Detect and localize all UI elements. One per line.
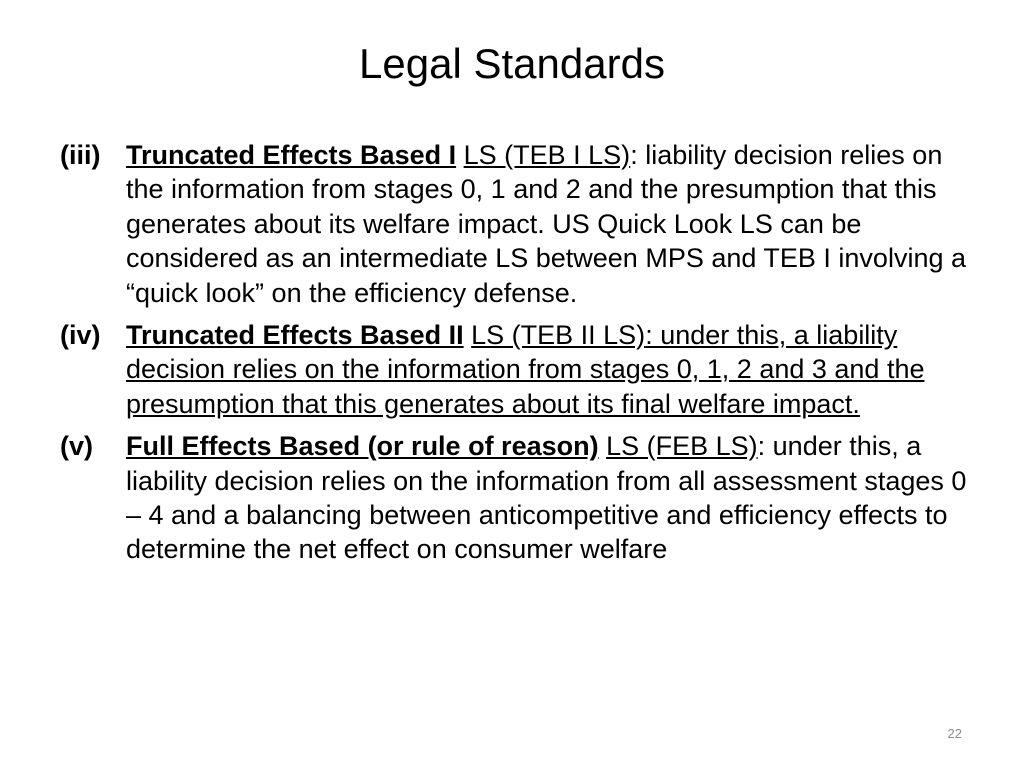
item-content	[126, 138, 970, 310]
item-marker: (iv)	[60, 320, 101, 351]
item-content	[126, 429, 970, 567]
item-description: : liability decision relies on the information from stages 0, 1 and 2 and the presumption that this generates about its welfare impact. US Quick Look LS can be considered as an intermediate LS between MPS and TEB I involving a “quick look” on the efficiency defense.	[126, 140, 966, 308]
item-content	[126, 318, 970, 421]
item-term: Full Effects Based (or rule of reason)	[126, 431, 599, 462]
legal-standards-list	[60, 138, 970, 575]
item-term: Truncated Effects Based II	[126, 320, 464, 351]
item-term: Truncated Effects Based I	[126, 140, 457, 170]
slide-title: Legal Standards	[359, 40, 665, 87]
item-abbreviation: LS (FEB LS)	[606, 431, 758, 462]
list-item-iii	[60, 138, 970, 310]
item-description: : under this, a liability decision relies on the information from stages 0, 1, 2 and 3 and the presumption that this generates about its final welfare impact.	[126, 320, 925, 419]
item-description: : under this, a liability decision relies on the information from all assessment stages 0 – 4 and a balancing between anticompetitive and efficiency effects to determine the net effect on consumer welfare	[126, 431, 967, 565]
item-marker: (v)	[60, 431, 93, 462]
item-marker: (iii)	[60, 140, 101, 170]
item-abbreviation: LS (TEB I LS)	[463, 140, 631, 170]
item-abbreviation: LS (TEB II LS)	[471, 320, 646, 351]
page-number: 22	[947, 726, 962, 741]
list-item-iv	[60, 318, 970, 421]
list-item-v	[60, 429, 970, 567]
